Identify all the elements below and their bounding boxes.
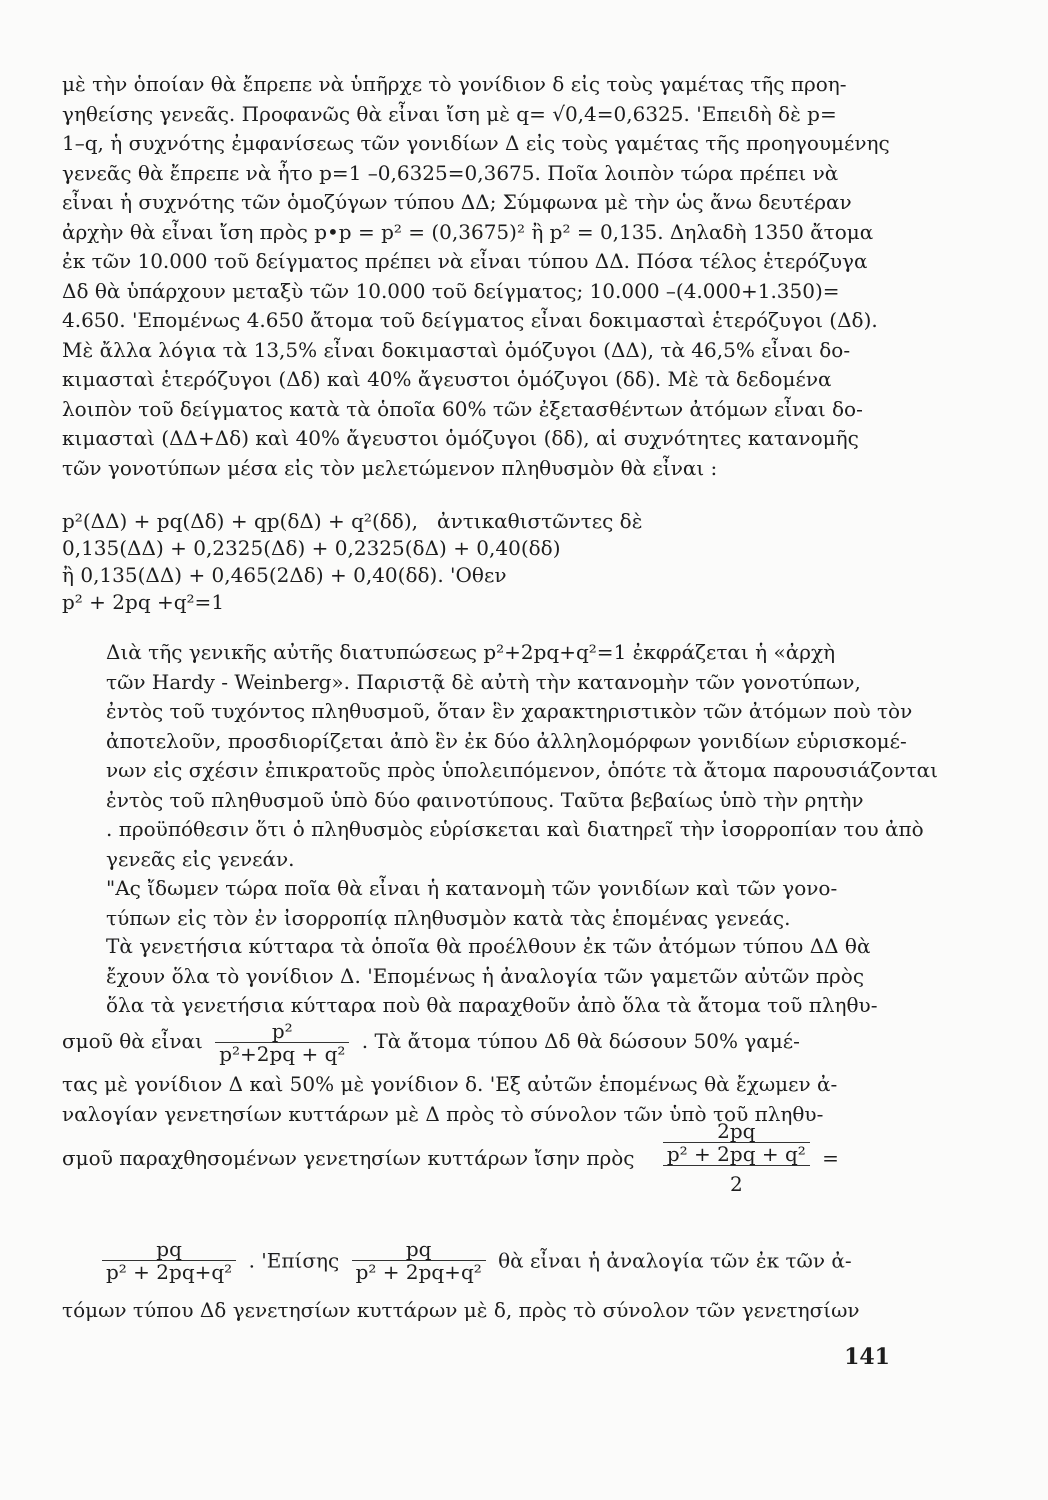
paragraph-text xyxy=(62,70,910,483)
fraction-2pq-over-sum-half xyxy=(663,1120,810,1196)
equals-sign: = xyxy=(822,1146,839,1170)
text-line: εἶναι ἡ συχνότης τῶν ὁμοζύγων τύπου ΔΔ; Σύμφωνα μὲ τὴν ὡς ἄνω δευτέραν xyxy=(62,190,852,214)
fraction-row-1-pre: σμοῦ θὰ εἶναι xyxy=(62,1029,203,1053)
page-number: 141 xyxy=(844,1344,890,1370)
text-line: Μὲ ἄλλα λόγια τὰ 13,5% εἶναι δοκιμασταὶ ὁμόζυγοι (ΔΔ), τὰ 46,5% εἶναι δο- xyxy=(62,337,851,362)
text-line: νων εἰς σχέσιν ἐπικρατοῦς πρὸς ὑπολειπόμενον, ὁπότε τὰ ἄτομα παρουσιάζονται xyxy=(106,758,939,782)
fraction-row-2-pre: σμοῦ παραχθησομένων γενετησίων κυττάρων ἴσην πρὸς xyxy=(62,1146,635,1170)
paragraph-gametes xyxy=(62,932,910,1021)
equation-block xyxy=(62,508,910,616)
text-line: ἐντὸς τοῦ πληθυσμοῦ ὑπὸ δύο φαινοτύπους. Ταῦτα βεβαίως ὑπὸ τὴν ρητὴν xyxy=(106,787,864,812)
text-line: 1–q, ἡ συχνότης ἐμφανίσεως τῶν γονιδίων Δ εἰς τοὺς γαμέτας τῆς προηγουμένης xyxy=(62,131,890,155)
text-line: Τὰ γενετήσια κύτταρα τὰ ὁποῖα θὰ προέλθουν ἐκ τῶν ἀτόμων τύπου ΔΔ θὰ xyxy=(106,934,871,958)
fraction-p2-over-sum xyxy=(215,1020,349,1065)
text-line: 4.650. 'Επομένως 4.650 ἄτομα τοῦ δείγματος εἶναι δοκιμασταὶ ἑτερόζυγοι (Δδ). xyxy=(62,308,878,332)
text-line: Διὰ τῆς γενικῆς αὐτῆς διατυπώσεως p²+2pq+q²=1 ἐκφράζεται ἡ «ἀρχὴ xyxy=(106,640,836,664)
fraction-denominator: p² + 2pq + q² xyxy=(663,1143,810,1166)
fraction-row-3 xyxy=(96,1238,852,1283)
equation-lines xyxy=(62,508,910,616)
fraction-numerator: pq xyxy=(102,1238,236,1261)
paragraph-text xyxy=(62,638,939,874)
fraction-row-1-post: . Τὰ ἄτομα τύπου Δδ θὰ δώσουν 50% γαμέ- xyxy=(361,1029,800,1053)
text-line: τας μὲ γονίδιον Δ καὶ 50% μὲ γονίδιον δ. 'Εξ αὐτῶν ἑπομένως θὰ ἔχωμεν ἀ- xyxy=(62,1072,838,1096)
text-line: ἐκ τῶν 10.000 τοῦ δείγματος πρέπει νὰ εἶναι τύπου ΔΔ. Πόσα τέλος ἑτερόζυγα xyxy=(62,249,868,273)
fraction-denominator: p² + 2pq+q² xyxy=(106,1260,233,1284)
text-line: . προϋπόθεσιν ὅτι ὁ πληθυσμὸς εὑρίσκεται καὶ διατηρεῖ τὴν ἰσορροπίαν του ἀπὸ xyxy=(106,817,924,841)
last-line: τόμων τύπου Δδ γενετησίων κυττάρων μὲ δ, πρὸς τὸ σύνολον τῶν γενετησίων xyxy=(62,1298,860,1322)
text-line: τῶν Hardy - Weinberg». Παριστᾷ δὲ αὐτὴ τὴν κατανομὴν τῶν γονοτύπων, xyxy=(106,669,861,694)
paragraph-text xyxy=(62,932,910,1021)
text-line: λοιπὸν τοῦ δείγματος κατὰ τὰ ὁποῖα 60% τῶν ἐξετασθέντων ἀτόμων εἶναι δο- xyxy=(62,396,863,421)
text-line: ναλογίαν γενετησίων κυττάρων μὲ Δ πρὸς τὸ σύνολον τῶν ὑπὸ τοῦ πληθυ- xyxy=(62,1101,824,1126)
fraction-row-3-mid: . 'Επίσης xyxy=(248,1248,340,1273)
text-line: γηθείσης γενεᾶς. Προφανῶς θὰ εἶναι ἴση μὲ q= √0,4=0,6325. 'Επειδὴ δὲ p= xyxy=(62,101,837,126)
text-line: "Ας ἴδωμεν τώρα ποῖα θὰ εἶναι ἡ κατανομὴ τῶν γονιδίων καὶ τῶν γονο- xyxy=(106,876,838,900)
text-line: τῶν γονοτύπων μέσα εἰς τὸν μελετώμενον πληθυσμὸν θὰ εἶναι : xyxy=(62,455,718,480)
fraction-row-2 xyxy=(62,1120,839,1196)
fraction-pq-over-sum-b xyxy=(352,1238,486,1283)
text-line: τύπων εἰς τὸν ἐν ἰσορροπίᾳ πληθυσμὸν κατὰ τὰς ἑπομένας γενεάς. xyxy=(106,905,791,930)
fraction-numerator: 2pq xyxy=(663,1120,810,1143)
text-line: γενεᾶς θὰ ἔπρεπε νὰ ἦτο p=1 –0,6325=0,3675. Ποῖα λοιπὸν τώρα πρέπει νὰ xyxy=(62,160,839,185)
text-line: ἐντὸς τοῦ τυχόντος πληθυσμοῦ, ὅταν ἓν χαρακτηριστικὸν τῶν ἀτόμων ποὺ τὸν xyxy=(106,699,913,723)
fraction-row-3-post: θὰ εἶναι ἡ ἀναλογία τῶν ἐκ τῶν ἀ- xyxy=(498,1248,852,1273)
fraction-row-1 xyxy=(62,1020,800,1065)
equation-line: p² + 2pq +q²=1 xyxy=(62,590,225,614)
text-line: ἔχουν ὅλα τὸ γονίδιον Δ. 'Επομένως ἡ ἀναλογία τῶν γαμετῶν αὐτῶν πρὸς xyxy=(106,963,865,988)
fraction-numerator: p² xyxy=(215,1020,349,1043)
fraction-numerator: pq xyxy=(352,1238,486,1261)
text-line: ἀποτελοῦν, προσδιορίζεται ἀπὸ ἓν ἐκ δύο ἀλληλομόρφων γονιδίων εὑρισκομέ- xyxy=(106,728,907,753)
equation-line: ἢ 0,135(ΔΔ) + 0,465(2Δδ) + 0,40(δδ). 'Οθεν xyxy=(62,563,507,587)
text-line: ὅλα τὰ γενετήσια κύτταρα ποὺ θὰ παραχθοῦν ἀπὸ ὅλα τὰ ἄτομα τοῦ πληθυ- xyxy=(106,993,878,1017)
fraction-pq-over-sum-a xyxy=(102,1238,236,1283)
fraction-denominator: p² + 2pq+q² xyxy=(355,1260,482,1284)
paragraph-intro xyxy=(62,70,910,483)
text-line: Δδ θὰ ὑπάρχουν μεταξὺ τῶν 10.000 τοῦ δείγματος; 10.000 –(4.000+1.350)= xyxy=(62,278,840,303)
text-line: ἀρχὴν θὰ εἶναι ἴση πρὸς p•p = p² = (0,3675)² ἢ p² = 0,135. Δηλαδὴ 1350 ἄτομα xyxy=(62,219,874,244)
text-line: μὲ τὴν ὁποίαν θὰ ἔπρεπε νὰ ὑπῆρχε τὸ γονίδιον δ εἰς τοὺς γαμέτας τῆς προη- xyxy=(62,72,847,96)
text-line: κιμασταὶ (ΔΔ+Δδ) καὶ 40% ἄγευστοι ὁμόζυγοι (δδ), αἱ συχνότητες κατανομῆς xyxy=(62,426,859,450)
equation-line: 0,135(ΔΔ) + 0,2325(Δδ) + 0,2325(δΔ) + 0,40(δδ) xyxy=(62,536,561,560)
fraction-divisor: 2 xyxy=(729,1172,743,1196)
paragraph-equilibrium xyxy=(62,874,910,933)
fraction-denominator: p²+2pq + q² xyxy=(219,1042,346,1066)
paragraph-text xyxy=(62,874,910,933)
equation-line: p²(ΔΔ) + pq(Δδ) + qp(δΔ) + q²(δδ), ἀντικαθιστῶντες δὲ xyxy=(62,509,643,533)
text-line: γενεᾶς εἰς γενεάν. xyxy=(106,846,295,871)
paragraph-hardy-weinberg xyxy=(62,638,939,874)
text-line: κιμασταὶ ἑτερόζυγοι (Δδ) καὶ 40% ἄγευστοι ὁμόζυγοι (δδ). Μὲ τὰ δεδομένα xyxy=(62,367,832,391)
